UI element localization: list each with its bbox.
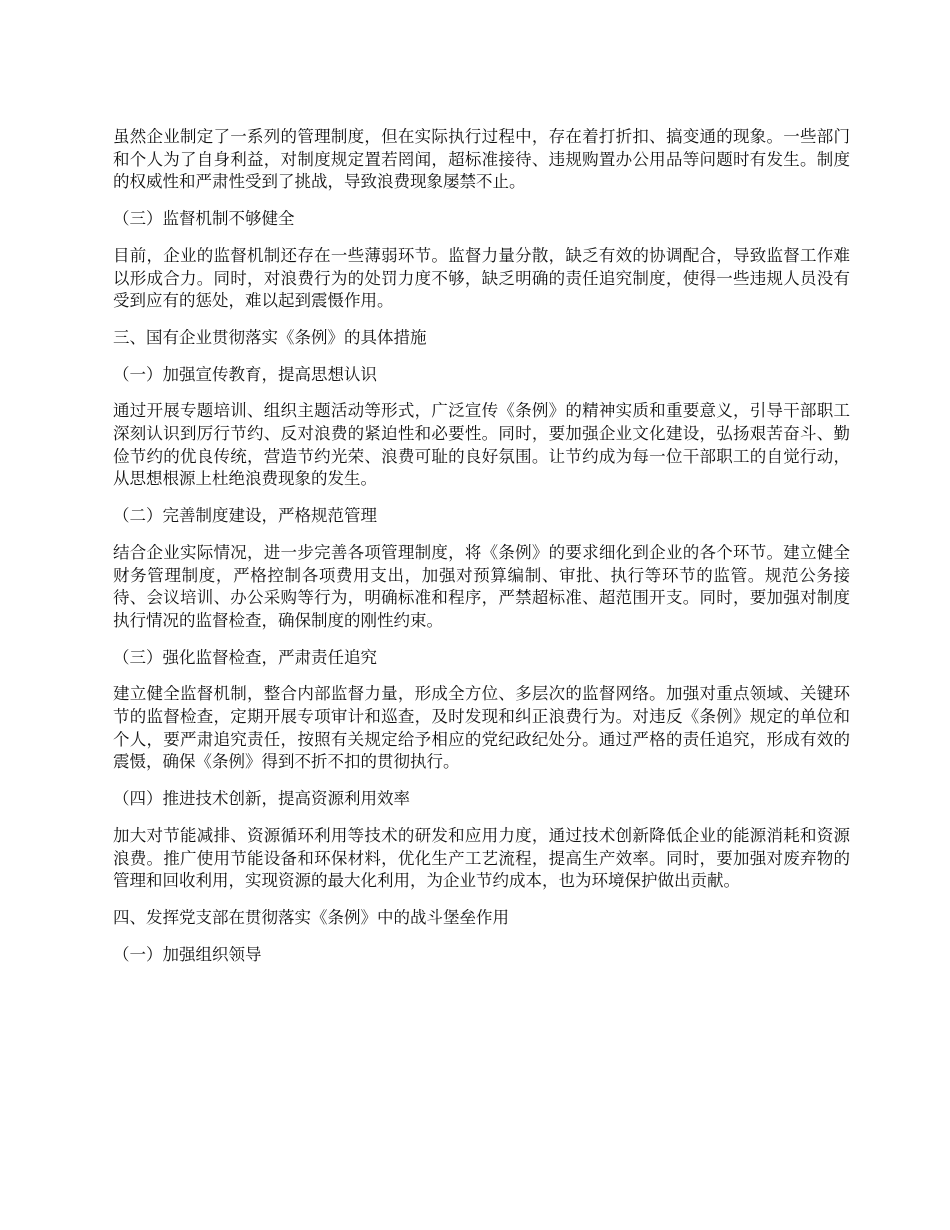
spacer <box>113 386 850 400</box>
spacer <box>113 194 850 208</box>
spacer <box>113 313 850 327</box>
spacer <box>113 893 850 907</box>
paragraph-supervision-weak: 目前，企业的监督机制还存在一些薄弱环节。监督力量分散，缺乏有效的协调配合，导致监督工作难以形成合力。同时，对浪费行为的处罚力度不够，缺乏明确的责任追究制度，使得一些违规人员没有受到应有的惩处，难以起到震慑作用。 <box>113 245 850 311</box>
section-heading-measures: 三、国有企业贯彻落实《条例》的具体措施 <box>113 327 427 347</box>
subheading-inspection: （三）强化监督检查，严肃责任追究 <box>113 647 377 667</box>
subheading-supervision-weak: （三）监督机制不够健全 <box>113 209 295 229</box>
paragraph-education: 通过开展专题培训、组织主题活动等形式，广泛宣传《条例》的精神实质和重要意义，引导干部职工深刻认识到厉行节约、反对浪费的紧迫性和必要性。同时，要加强企业文化建设，弘扬艰苦奋斗、勤俭节约的优良传统，营造节约光荣、浪费可耻的良好氛围。让节约成为每一位干部职工的自觉行动，从思想根源上杜绝浪费现象的发生。 <box>113 401 850 489</box>
spacer <box>113 774 850 788</box>
spacer <box>113 811 850 825</box>
paragraph-innovation: 加大对节能减排、资源循环利用等技术的研发和应用力度，通过技术创新降低企业的能源消耗和资源浪费。推广使用节能设备和环保材料，优化生产工艺流程，提高生产效率。同时，要加强对废弃物的管理和回收利用，实现资源的最大化利用，为企业节约成本，也为环境保护做出贡献。 <box>113 825 850 891</box>
paragraph-enforcement-issues: 虽然企业制定了一系列的管理制度，但在实际执行过程中，存在着打折扣、搞变通的现象。一些部门和个人为了自身利益，对制度规定置若罔闻，超标准接待、违规购置办公用品等问题时有发生。制度的权威性和严肃性受到了挑战，导致浪费现象屡禁不止。 <box>113 127 850 192</box>
paragraph-institutions: 结合企业实际情况，进一步完善各项管理制度，将《条例》的要求细化到企业的各个环节。建立健全财务管理制度，严格控制各项费用支出，加强对预算编制、审批、执行等环节的监管。规范公务接待、会议培训、办公采购等行为，明确标准和程序，严禁超标准、超范围开支。同时，要加强对制度执行情况的监督检查，确保制度的刚性约束。 <box>113 542 850 630</box>
spacer <box>113 528 850 542</box>
spacer <box>113 491 850 505</box>
subheading-leadership: （一）加强组织领导 <box>113 944 262 964</box>
spacer <box>113 930 850 944</box>
subheading-institutions: （二）完善制度建设，严格规范管理 <box>113 506 377 526</box>
spacer <box>113 669 850 683</box>
document-page <box>113 126 850 966</box>
spacer <box>113 231 850 245</box>
paragraph-inspection: 建立健全监督机制，整合内部监督力量，形成全方位、多层次的监督网络。加强对重点领域、关键环节的监督检查，定期开展专项审计和巡查，及时发现和纠正浪费行为。对违反《条例》规定的单位和个人，要严肃追究责任，按照有关规定给予相应的党纪政纪处分。通过严格的责任追究，形成有效的震慑，确保《条例》得到不折不扣的贯彻执行。 <box>113 684 850 772</box>
subheading-education: （一）加强宣传教育，提高思想认识 <box>113 364 377 384</box>
spacer <box>113 350 850 364</box>
spacer <box>113 633 850 647</box>
section-heading-party-branch: 四、发挥党支部在贯彻落实《条例》中的战斗堡垒作用 <box>113 907 509 927</box>
subheading-innovation: （四）推进技术创新，提高资源利用效率 <box>113 789 410 809</box>
